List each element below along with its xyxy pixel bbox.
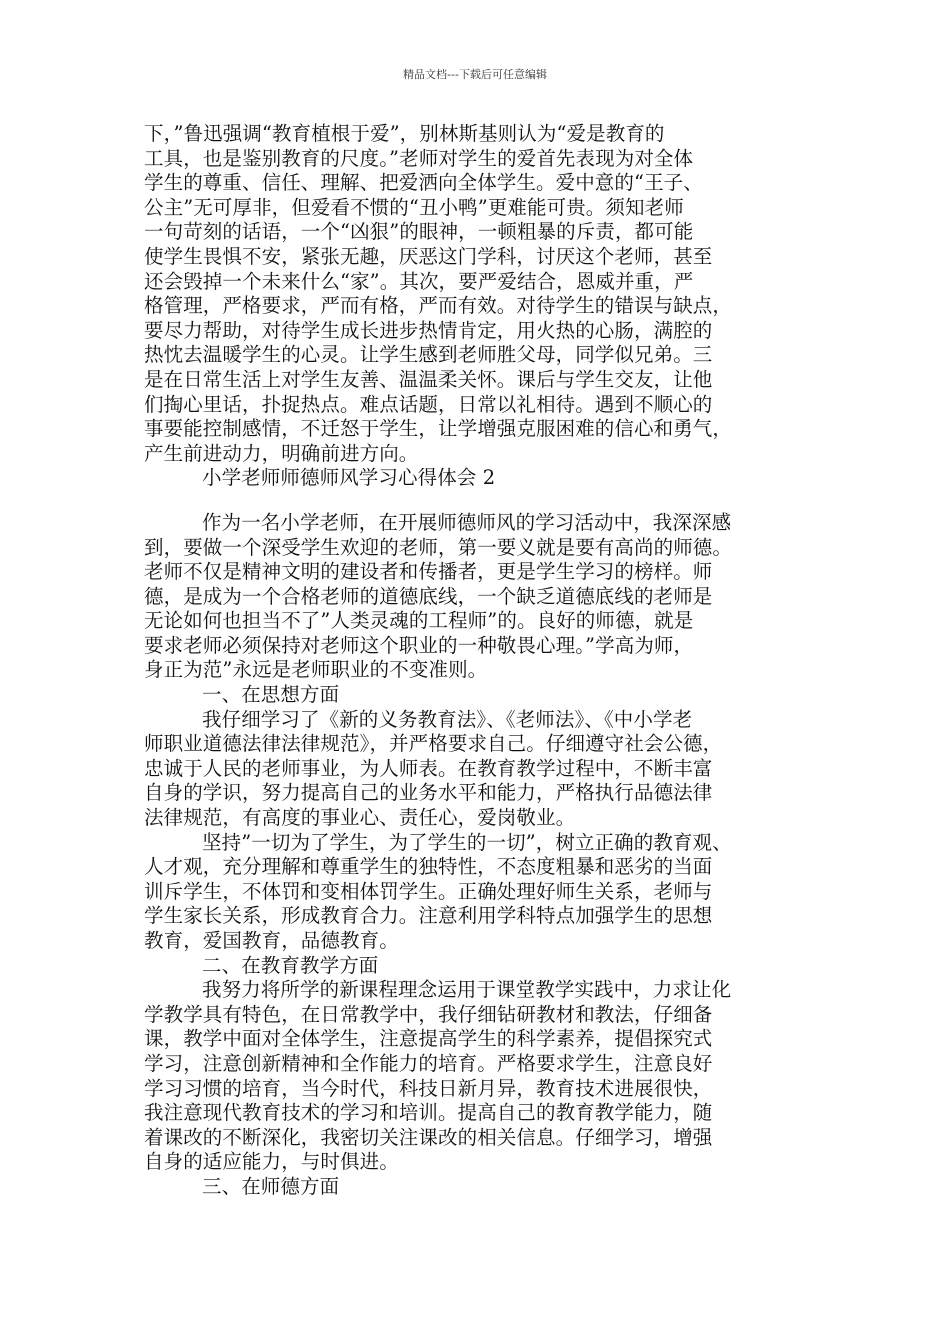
text-line: 我注意现代教育技术的学习和培训。提高自己的教育教学能力，随 bbox=[144, 1101, 713, 1125]
text-line: 要求老师必须保持对老师这个职业的一种敬畏心理。”学高为师， bbox=[144, 633, 694, 657]
text-line: 工具，也是鉴别教育的尺度。”老师对学生的爱首先表现为对全体 bbox=[144, 146, 694, 170]
text-line: 学习，注意创新精神和全作能力的培育。严格要求学生，注意良好 bbox=[144, 1051, 713, 1075]
text-line: 着课改的不断深化，我密切关注课改的相关信息。仔细学习，增强 bbox=[144, 1125, 713, 1149]
text-line: 格管理，严格要求，严而有格，严而有效。对待学生的错误与缺点， bbox=[144, 294, 733, 318]
paragraph-block-2 bbox=[144, 511, 814, 683]
text-line: 学生的尊重、信任、理解、把爱洒向全体学生。爱中意的“王子、 bbox=[144, 171, 703, 195]
text-line: 是在日常生活上对学生友善、温温柔关怀。课后与学生交友，让他 bbox=[144, 367, 713, 391]
paragraph-block-5 bbox=[144, 978, 814, 1175]
text-line: 下，”鲁迅强调“教育植根于爱”，别林斯基则认为“爱是教育的 bbox=[144, 122, 665, 145]
text-line: 到，要做一个深受学生欢迎的老师，第一要义就是要有高尚的师德。 bbox=[144, 535, 733, 559]
section-title: 小学老师师德师风学习心得体会 2 bbox=[202, 466, 496, 490]
text-line: 一句苛刻的话语，一个“凶狠”的眼神，一顿粗暴的斥责，都可能 bbox=[144, 220, 694, 244]
spacer bbox=[144, 491, 814, 511]
text-line: 公主”无可厚非，但爱看不惯的“丑小鸭”更难能可贵。须知老师 bbox=[144, 195, 684, 219]
text-line: 身正为范”永远是老师职业的不变准则。 bbox=[144, 658, 488, 682]
text-line: 训斥学生，不体罚和变相体罚学生。正确处理好师生关系，老师与 bbox=[144, 879, 713, 903]
text-line: 还会毁掉一个未来什么“家”。其次，要严爱结合，恩威并重，严 bbox=[144, 269, 694, 293]
text-line: 事要能控制感情，不迁怒于学生，让学增强克服困难的信心和勇气， bbox=[144, 417, 733, 441]
text-line: 法律规范，有高度的事业心、责任心，爱岗敬业。 bbox=[144, 806, 576, 830]
text-line: 学生家长关系，形成教育合力。注意利用学科特点加强学生的思想 bbox=[144, 904, 713, 928]
paragraph-block-3 bbox=[144, 708, 814, 831]
document-body bbox=[144, 122, 814, 1200]
text-line: 坚持”一切为了学生，为了学生的一切”，树立正确的教育观、 bbox=[202, 830, 732, 854]
page-header: 精品文档---下载后可任意编辑 bbox=[403, 68, 547, 81]
text-line: 忠诚于人民的老师事业，为人师表。在教育教学过程中，不断丰富 bbox=[144, 756, 713, 780]
text-line: 自身的适应能力，与时俱进。 bbox=[144, 1150, 399, 1174]
text-line: 人才观，充分理解和尊重学生的独特性，不态度粗暴和恶劣的当面 bbox=[144, 855, 713, 879]
text-line: 教育，爱国教育，品德教育。 bbox=[144, 929, 399, 952]
text-line: 自身的学识，努力提高自己的业务水平和能力，严格执行品德法律 bbox=[144, 781, 713, 805]
text-line: 学习习惯的培育，当今时代，科技日新月异，教育技术进展很快， bbox=[144, 1076, 713, 1100]
text-line: 热忱去温暖学生的心灵。让学生感到老师胜父母，同学似兄弟。三 bbox=[144, 343, 713, 367]
text-line: 作为一名小学老师，在开展师德师风的学习活动中，我深深感 bbox=[202, 510, 732, 534]
text-line: 要尽力帮助，对待学生成长进步热情肯定，用火热的心肠，满腔的 bbox=[144, 318, 713, 342]
text-line: 老师不仅是精神文明的建设者和传播者，更是学生学习的榜样。师 bbox=[144, 560, 713, 584]
paragraph-block-1 bbox=[144, 122, 814, 466]
text-line: 产生前进动力，明确前进方向。 bbox=[144, 441, 419, 465]
section-heading-2: 二、在教育教学方面 bbox=[202, 953, 379, 977]
section-heading-3: 三、在师德方面 bbox=[202, 1174, 340, 1198]
text-line: 师职业道德法律法律规范》，并严格要求自己。仔细遵守社会公德， bbox=[144, 732, 723, 756]
text-line: 课，教学中面对全体学生，注意提高学生的科学素养，提倡探究式 bbox=[144, 1027, 713, 1051]
text-line: 学教学具有特色，在日常教学中，我仔细钻研教材和教法，仔细备 bbox=[144, 1002, 713, 1026]
paragraph-block-4 bbox=[144, 831, 814, 954]
text-line: 我努力将所学的新课程理念运用于课堂教学实践中，力求让化 bbox=[202, 978, 732, 1002]
section-heading-1: 一、在思想方面 bbox=[202, 683, 340, 707]
text-line: 我仔细学习了《新的义务教育法》、《老师法》、《中小学老 bbox=[202, 707, 693, 731]
text-line: 德，是成为一个合格老师的道德底线，一个缺乏道德底线的老师是 bbox=[144, 584, 713, 608]
text-line: 使学生畏惧不安，紧张无趣，厌恶这门学科，讨厌这个老师，甚至 bbox=[144, 244, 713, 268]
text-line: 无论如何也担当不了”人类灵魂的工程师”的。良好的师德，就是 bbox=[144, 609, 694, 633]
text-line: 们掏心里话，扑捉热点。难点话题，日常以礼相待。遇到不顺心的 bbox=[144, 392, 713, 416]
